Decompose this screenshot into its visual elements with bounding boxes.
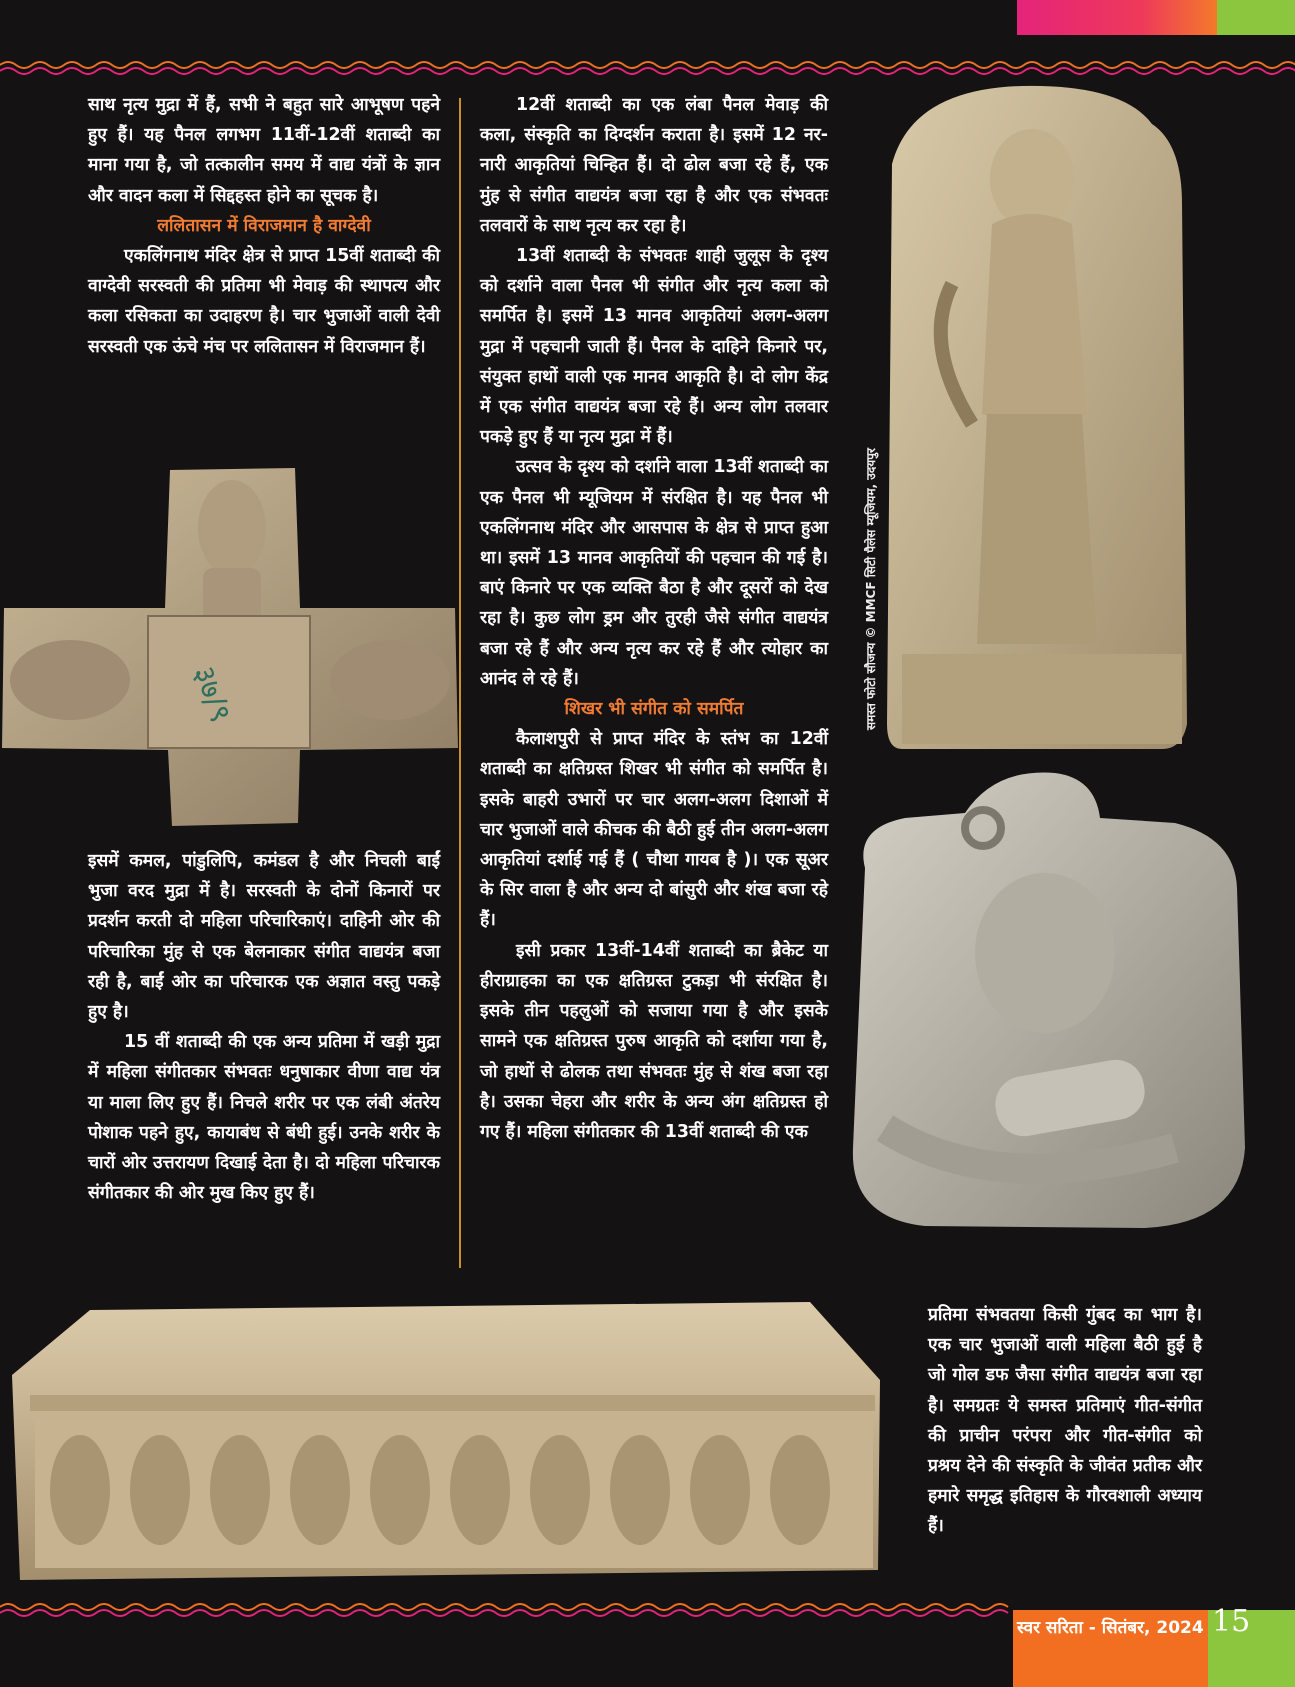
column-1-bottom <box>88 846 440 1208</box>
col2-paragraph-2: 13वीं शताब्दी के संभवतः शाही जुलूस के दृश्य को दर्शाने वाला पैनल भी संगीत और नृत्य कला को समर्पित है। इसमें 13 मानव आकृतियां अलग-अलग मुद्रा में पहचानी जाती हैं। पैनल के दाहिने किनारे पर, संयुक्त हाथों वाली एक मानव आकृति है। दो लोग केंद्र में एक संगीत वाद्ययंत्र बजा रहे हैं। अन्य लोग तलवार पकड़े हुए हैं या नृत्य मुद्रा में हैं। <box>480 246 828 448</box>
column-1-top <box>88 90 440 362</box>
column-divider <box>459 98 461 1268</box>
col1-paragraph-4: 15 वीं शताब्दी की एक अन्य प्रतिमा में खड़ी मुद्रा में महिला संगीतकार संभवतः धनुषाकार वीणा वाद्य यंत्र या माला लिए हुए हैं। निचले शरीर पर एक लंबी अंतरेय पोशाक पहने हुए, कायाबंध से बंधी हुई। उनके शरीर के चारों ओर उत्तरायण दिखाई देता है। दो महिला परिचारक संगीतकार की ओर मुख किए हुए हैं। <box>88 1032 440 1204</box>
long-panel-sculpture-photo <box>10 1300 885 1582</box>
col1-paragraph-1: साथ नृत्य मुद्रा में हैं, सभी ने बहुत सारे आभूषण पहने हुए हैं। यह पैनल लगभग 11वीं-12वीं शताब्दी का माना गया है, जो तत्कालीन समय में वाद्य यंत्रों के ज्ञान और वादन कला में सिद्दहस्त होने का सूचक है। <box>88 95 440 206</box>
female-musician-sculpture-photo <box>882 84 1202 752</box>
col1-paragraph-3: इसमें कमल, पांडुलिपि, कमंडल है और निचली बाईं भुजा वरद मुद्रा में है। सरस्वती के दोनों किनारों पर प्रदर्शन करती दो महिला परिचारिकाएं। दाहिनी ओर की परिचारिका मुंह से एक बेलनाकार संगीत वाद्ययंत्र बजा रही है, बाईं ओर का परिचारक एक अज्ञात वस्तु पकड़े हुए है। <box>88 851 440 1023</box>
col2-paragraph-3: उत्सव के दृश्य को दर्शाने वाला 13वीं शताब्दी का एक पैनल भी म्यूजियम में संरक्षित है। यह पैनल भी एकलिंगनाथ मंदिर और आसपास के क्षेत्र से प्राप्त हुआ था। इसमें 13 मानव आकृतियों की पहचान की गई है। बाएं किनारे पर एक व्यक्ति बैठा है और दूसरों को देख रहा है। कुछ लोग ड्रम और तुरही जैसे संगीत वाद्ययंत्र बजा रहे हैं और अन्य नृत्य कर रहे हैं और त्योहार का आनंद ले रहे हैं। <box>480 457 828 689</box>
magazine-name: स्वर सरिता - सितंबर, 2024 <box>1017 1618 1204 1638</box>
page-number: 15 <box>1212 1604 1251 1639</box>
col2-paragraph-4: कैलाशपुरी से प्राप्त मंदिर के स्तंभ का 12वीं शताब्दी का क्षतिग्रस्त शिखर भी संगीत को समर्पित है। इसके बाहरी उभारों पर चार अलग-अलग दिशाओं में चार भुजाओं वाले कीचक की बैठी हुई तीन अलग-अलग आकृतियां दर्शाई गई हैं ( चौथा गायब है )। एक सूअर के सिर वाला है और अन्य दो बांसुरी और शंख बजा रहे हैं। <box>480 729 828 931</box>
saraswati-sculpture-photo <box>0 458 458 830</box>
col2-heading: शिखर भी संगीत को समर्पित <box>564 699 744 720</box>
top-color-bar <box>1017 0 1295 35</box>
column-3 <box>928 1300 1202 1542</box>
top-wave-border <box>0 58 1295 78</box>
col2-paragraph-5: इसी प्रकार 13वीं-14वीं शताब्दी का ब्रैकेट या हीराग्राहका का एक क्षतिग्रस्त टुकड़ा भी संरक्षित है। इसके तीन पहलुओं को सजाया गया है और इसके सामने एक क्षतिग्रस्त पुरुष आकृति को दर्शाया गया है, जो हाथों से ढोलक तथा संभवतः मुंह से शंख बजा रहा है। उसका चेहरा और शरीर के अन्य अंग क्षतिग्रस्त हो गए हैं। महिला संगीतकार की 13वीं शताब्दी की एक <box>480 940 828 1142</box>
damaged-male-sculpture-photo <box>845 768 1250 1230</box>
photo-credit: समस्त फोटो सौजन्य © MMCF सिटी पैलेस म्यूजियम, उदयपुर <box>864 448 878 730</box>
svg-text:३७/९: ३७/९ <box>185 661 238 727</box>
col1-heading: ललितासन में विराजमान है वाग्देवी <box>157 215 371 236</box>
col3-paragraph-1: प्रतिमा संभवतया किसी गुंबद का भाग है। एक चार भुजाओं वाली महिला बैठी हुई है जो गोल डफ जैसा संगीत वाद्ययंत्र बजा रहा है। समग्रतः ये समस्त प्रतिमाएं गीत-संगीत की प्राचीन परंपरा और गीत-संगीत को प्रश्रय देने की संस्कृति के जीवंत प्रतीक और हमारे समृद्ध इतिहास के गौरवशाली अध्याय हैं। <box>928 1305 1202 1537</box>
column-2 <box>480 90 828 1147</box>
col1-paragraph-2: एकलिंगनाथ मंदिर क्षेत्र से प्राप्त 15वीं शताब्दी की वाग्देवी सरस्वती की प्रतिमा भी मेवाड़ की स्थापत्य और कला रसिकता का उदाहरण है। चार भुजाओं वाली देवी सरस्वती एक ऊंचे मंच पर ललितासन में विराजमान हैं। <box>88 246 440 357</box>
col2-paragraph-1: 12वीं शताब्दी का एक लंबा पैनल मेवाड़ की कला, संस्कृति का दिग्दर्शन कराता है। इसमें 12 नर-नारी आकृतियां चिन्हित हैं। दो ढोल बजा रहे हैं, एक मुंह से संगीत वाद्ययंत्र बजा रहा है और एक संभवतः तलवारों के साथ नृत्य कर रहा है। <box>480 95 828 236</box>
bottom-wave-border <box>0 1600 1010 1620</box>
